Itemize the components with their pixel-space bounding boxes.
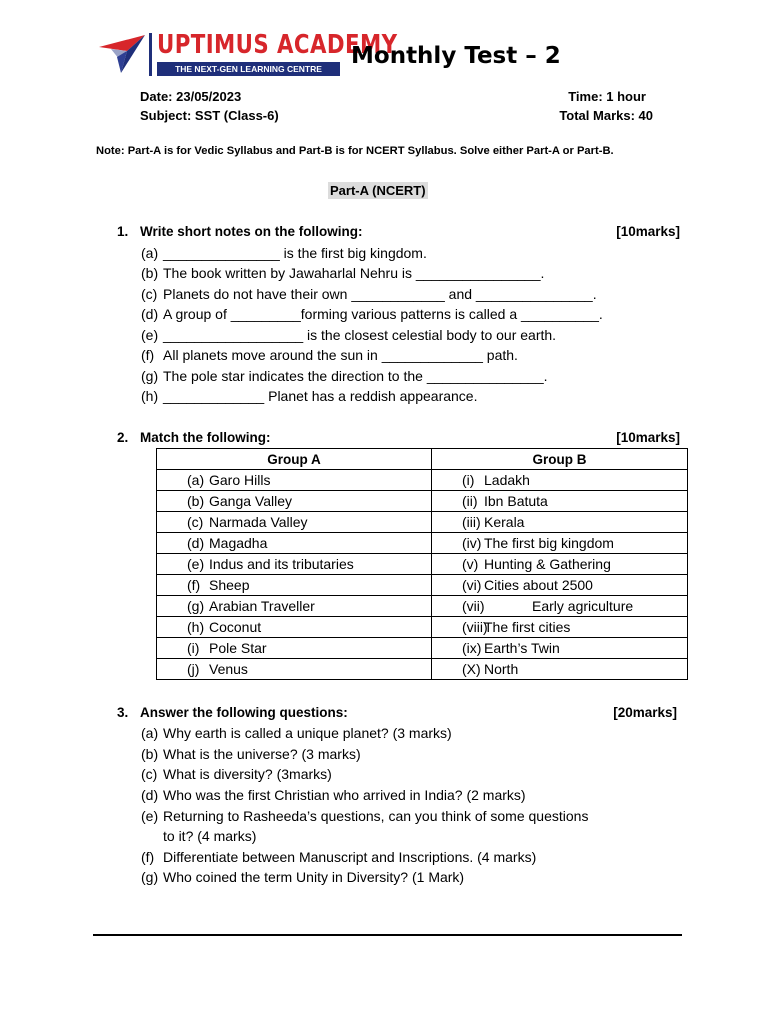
q1-item-label: (a) [141,245,159,261]
group-a-item: Narmada Valley [209,514,308,530]
q1-item-label: (f) [141,347,155,363]
q1-item-text: A group of _________forming various patterns is called a __________. [163,306,603,322]
q3-item-text: to it? (4 marks) [163,828,257,844]
group-a-label: (c) [187,514,204,530]
group-b-item: North [484,661,519,677]
q1-item-text: __________________ is the closest celestial body to our earth. [163,327,557,343]
q1-heading: Write short notes on the following: [140,224,363,239]
q1-item-text: Planets do not have their own ____________ and _______________. [163,286,597,302]
group-b-item: Ibn Batuta [484,493,548,509]
table-row [157,638,688,659]
q1-item-text: The pole star indicates the direction to the _______________. [163,368,548,384]
match-table [156,448,688,680]
group-a-item: Indus and its tributaries [209,556,354,572]
group-a-header: Group A [157,449,432,470]
q3-number: 3. [117,705,129,720]
table-row [157,575,688,596]
q3-item-text: What is diversity? (3marks) [163,766,332,782]
group-a-item: Sheep [209,577,250,593]
table-row [157,617,688,638]
group-b-label: (iii) [462,514,481,530]
group-a-label: (h) [187,619,205,635]
table-row [157,533,688,554]
group-b-label: (ix) [462,640,482,656]
table-row [157,554,688,575]
q1-marks: [10marks] [616,224,680,239]
logo-divider [149,33,152,76]
q3-item-text: Differentiate between Manuscript and Inscriptions. (4 marks) [163,849,537,865]
test-title: Monthly Test – 2 [351,43,561,69]
q1-item-text: _______________ is the first big kingdom. [163,245,427,261]
q1-item-label: (e) [141,327,159,343]
q3-item-text: Returning to Rasheeda’s questions, can you think of some questions [163,808,589,824]
q3-item-label: (c) [141,766,158,782]
group-b-label: (iv) [462,535,482,551]
group-a-item: Venus [209,661,248,677]
group-b-label: (vi) [462,577,482,593]
q1-item-text: The book written by Jawaharlal Nehru is ________________. [163,265,545,281]
q1-item-label: (h) [141,388,159,404]
group-a-label: (d) [187,535,205,551]
group-b-label: (viii) [462,619,488,635]
q3-item-label: (g) [141,869,159,885]
q3-heading: Answer the following questions: [140,705,348,720]
group-a-item: Arabian Traveller [209,598,315,614]
q3-item-text: Who coined the term Unity in Diversity? (1 Mark) [163,869,465,885]
table-row [157,491,688,512]
group-b-label: (i) [462,472,475,488]
group-a-label: (f) [187,577,201,593]
group-b-item: Earth’s Twin [484,640,560,656]
q3-item-text: Who was the first Christian who arrived in India? (2 marks) [163,787,526,803]
q1-item-label: (c) [141,286,158,302]
group-a-label: (a) [187,472,205,488]
group-b-label: (ii) [462,493,478,509]
q1-item-text: _____________ Planet has a reddish appearance. [163,388,478,404]
q3-item-label: (b) [141,746,159,762]
q3-item-text: What is the universe? (3 marks) [163,746,361,762]
q2-heading: Match the following: [140,430,271,445]
table-row [157,470,688,491]
q3-item-label: (f) [141,849,155,865]
group-a-item: Garo Hills [209,472,271,488]
q2-number: 2. [117,430,129,445]
group-a-item: Coconut [209,619,262,635]
table-row [157,596,688,617]
q1-item-label: (b) [141,265,159,281]
group-b-item: Hunting & Gathering [484,556,611,572]
q1-number: 1. [117,224,129,239]
q3-item-label: (a) [141,725,159,741]
group-a-item: Ganga Valley [209,493,293,509]
group-a-label: (b) [187,493,205,509]
group-a-item: Pole Star [209,640,267,656]
group-b-item: Cities about 2500 [484,577,593,593]
group-b-label: (vii) [462,598,485,614]
academy-logo-icon [97,33,147,77]
q1-item-label: (d) [141,306,159,322]
group-b-item: Ladakh [484,472,530,488]
table-row [157,659,688,680]
academy-tagline: THE NEXT-GEN LEARNING CENTRE [157,62,340,76]
group-a-label: (e) [187,556,205,572]
q1-item-label: (g) [141,368,159,384]
test-subject: Subject: SST (Class-6) [140,108,279,123]
part-title: Part-A (NCERT) [330,183,426,198]
group-b-item: The first cities [484,619,571,635]
group-a-label: (g) [187,598,205,614]
group-a-label: (i) [187,640,200,656]
group-b-item: The first big kingdom [484,535,614,551]
academy-name: UPTIMUS ACADEMY [157,30,398,60]
table-row [157,512,688,533]
group-b-label: (X) [462,661,481,677]
q3-item-label: (e) [141,808,159,824]
group-b-header: Group B [432,449,688,470]
test-date: Date: 23/05/2023 [140,89,242,104]
instruction-note: Note: Part-A is for Vedic Syllabus and Part-B is for NCERT Syllabus. Solve either Part-A or Part-B. [96,145,614,157]
q1-item-text: All planets move around the sun in _____________ path. [163,347,518,363]
group-a-item: Magadha [209,535,268,551]
group-b-item: Early agriculture [532,598,634,614]
group-a-label: (j) [187,661,200,677]
q3-item-text: Why earth is called a unique planet? (3 marks) [163,725,452,741]
group-b-item: Kerala [484,514,525,530]
footer-divider [93,934,682,936]
q2-marks: [10marks] [616,430,680,445]
group-b-label: (v) [462,556,479,572]
q3-marks: [20marks] [613,705,677,720]
total-marks: Total Marks: 40 [559,108,653,123]
q3-item-continuation [163,828,256,844]
q3-item-label: (d) [141,787,159,803]
test-time: Time: 1 hour [568,89,646,104]
